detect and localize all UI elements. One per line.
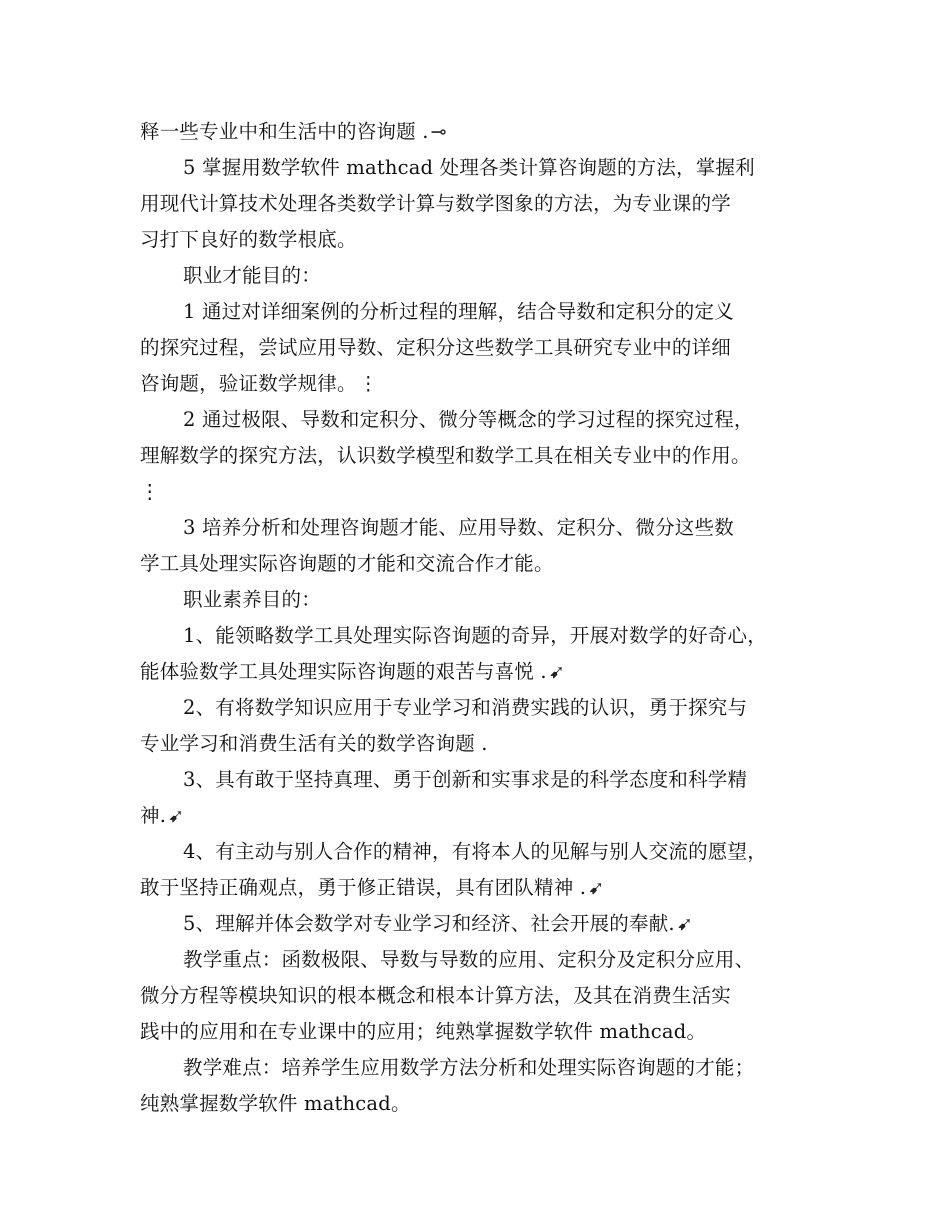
- text-line: 1、能领略数学工具处理实际咨询题的奇异，开展对数学的好奇心，: [183, 624, 767, 647]
- text-line: 学工具处理实际咨询题的才能和交流合作才能。: [140, 552, 554, 575]
- text-line: 纯熟掌握数学软件 mathcad。: [140, 1092, 411, 1115]
- text-line: 4、有主动与别人合作的精神，有将本人的见解与别人交流的愿望，: [183, 840, 767, 863]
- section-heading: 职业才能目的：: [183, 264, 321, 287]
- text-line: 1 通过对详细案例的分析过程的理解，结合导数和定积分的定义: [183, 300, 734, 323]
- text-line: 咨询题，验证数学规律。 ⋮: [140, 372, 378, 395]
- paragraph-mark-icon: ⊸: [430, 121, 447, 143]
- text-line: 教学重点：函数极限、导数与导数的应用、定积分及定积分应用、: [183, 948, 755, 971]
- text-line: 教学难点：培养学生应用数学方法分析和处理实际咨询题的才能；: [183, 1056, 755, 1079]
- text-line: 3、具有敢于坚持真理、勇于创新和实事求是的科学态度和科学精: [183, 768, 748, 791]
- text-line: 理解数学的探究方法，认识数学模型和数学工具在相关专业中的作用。: [140, 444, 751, 467]
- text-line: 习打下良好的数学根底。: [140, 228, 357, 251]
- text-line: 3 培养分析和处理咨询题才能、应用导数、定积分、微分这些数: [183, 516, 734, 539]
- text-line: 敢于坚持正确观点，勇于修正错误，具有团队精神 . ➹: [140, 876, 605, 899]
- text-line: 神. ➹: [140, 804, 185, 827]
- text-line: 微分方程等模块知识的根本概念和根本计算方法，及其在消费生活实: [140, 984, 732, 1007]
- paragraph-mark-icon: ➹: [548, 661, 565, 683]
- text-line: 能体验数学工具处理实际咨询题的艰苦与喜悦 . ➹: [140, 660, 565, 683]
- text-line: 2、有将数学知识应用于专业学习和消费实践的认识，勇于探究与: [183, 696, 748, 719]
- text-line: 2 通过极限、导数和定积分、微分等概念的学习过程的探究过程，: [183, 408, 754, 431]
- paragraph-mark-icon: ➹: [168, 805, 185, 827]
- text-line: 释一些专业中和生活中的咨询题 . ⊸: [140, 120, 447, 143]
- text-line: 的探究过程，尝试应用导数、定积分这些数学工具研究专业中的详细: [140, 336, 732, 359]
- paragraph-mark-icon: ⋮: [140, 480, 160, 503]
- text-line: 践中的应用和在专业课中的应用；纯熟掌握数学软件 mathcad。: [140, 1020, 707, 1043]
- text-line: 5 掌握用数学软件 mathcad 处理各类计算咨询题的方法，掌握利: [183, 156, 755, 179]
- section-heading: 职业素养目的：: [183, 588, 321, 611]
- text-line: 5、理解并体会数学对专业学习和经济、社会开展的奉献. ➹: [183, 912, 693, 935]
- paragraph-mark-icon: ➹: [676, 913, 693, 935]
- text-line: 用现代计算技术处理各类数学计算与数学图象的方法，为专业课的学: [140, 192, 732, 215]
- paragraph-mark-icon: ⋮: [358, 373, 378, 395]
- paragraph-mark-icon: ➹: [588, 877, 605, 899]
- text-line: 专业学习和消费生活有关的数学咨询题 .: [140, 732, 488, 755]
